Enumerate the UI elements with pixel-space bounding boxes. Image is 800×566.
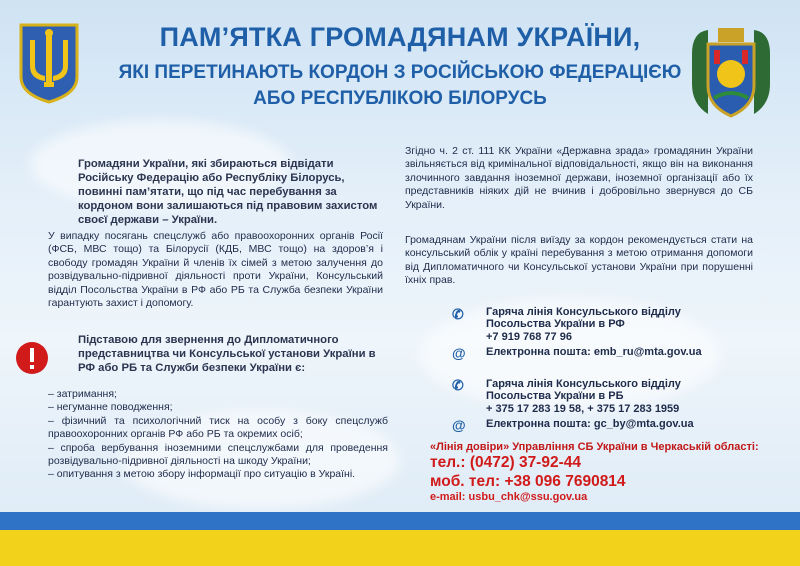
phone-icon: ✆	[452, 377, 464, 393]
hotline-embassy: Посольства України в РФ	[486, 318, 625, 331]
trust-line-block	[430, 441, 770, 503]
exclamation-alert-icon	[14, 340, 50, 376]
hotline-by-block	[486, 378, 681, 415]
phone-icon: ✆	[452, 306, 464, 322]
trust-line-mobile: моб. тел: +38 096 7690814	[430, 473, 626, 490]
page-title: ПАМ’ЯТКА ГРОМАДЯНАМ УКРАЇНИ,	[159, 22, 641, 52]
trust-line-title: «Лінія довіри» Управління СБ України в Черкаській області:	[430, 441, 759, 453]
hotline-title: Гаряча лінія Консульського відділу	[486, 378, 681, 390]
trust-line-email: e-mail: usbu_chk@ssu.gov.ua	[430, 491, 588, 503]
hotline-title: Гаряча лінія Консульського відділу	[486, 306, 681, 318]
trident-emblem-icon	[18, 22, 80, 104]
hotline-phone: +7 919 768 77 96	[486, 330, 572, 343]
list-item: – негуманне поводження;	[48, 401, 173, 414]
intro-paragraph: Громадяни України, які збираються відвідати Російську Федерацію або Республіку Білорусь, повинні пам’ятати, що під час перебування за кордоном вони залишаються під правовим захистом своєї держави – України.	[78, 158, 378, 226]
at-sign-icon: @	[452, 345, 466, 361]
flag-band-blue	[0, 512, 800, 530]
list-item: – затримання;	[48, 388, 117, 400]
trust-line-tel: тел.: (0472) 37-92-44	[430, 454, 581, 471]
page-subtitle-line: ЯКІ ПЕРЕТИНАЮТЬ КОРДОН З РОСІЙСЬКОЮ ФЕДЕРАЦІЄЮ	[118, 62, 682, 83]
list-item: – фізичний та психологічний тиск на особу з боку спецслужб правоохоронних органів РФ або РБ та окремих осіб;	[48, 414, 388, 441]
list-item: – опитування з метою збору інформації про ситуацію в Україні.	[48, 468, 356, 481]
treason-law-paragraph: Згідно ч. 2 ст. 111 КК України «Державна зрада» громадянин України звільняється від кримінальної відповідальності, якщо він на виконання злочинного завдання іноземної держави, іноземної організації або їх представників ніяких дій не вчинив і добровільно звернувся до СБ України.	[405, 145, 753, 211]
email-by: Електронна пошта: gc_by@mta.gov.ua	[486, 418, 694, 430]
grounds-list	[48, 388, 388, 482]
page-subtitle-line: АБО РЕСПУБЛІКОЮ БІЛОРУСЬ	[253, 88, 547, 109]
consular-registration-paragraph: Громадянам України після виїзду за кордон рекомендується стати на консульський облік у країні перебування з метою отримання допомоги від Дипломатичного чи Консульської установи України при порушенні їхніх прав.	[405, 234, 753, 287]
hotline-phone: + 375 17 283 19 58, + 375 17 283 1959	[486, 402, 680, 415]
basis-heading: Підставою для звернення до Дипломатичного представництва чи Консульської установи України в РФ або РБ та Служби безпеки України є:	[78, 334, 376, 374]
email-ru: Електронна пошта: emb_ru@mta.gov.ua	[486, 346, 702, 358]
protection-paragraph: У випадку посягань спецслужб або правоохоронних органів Росії (ФСБ, МВС тощо) та Білорусії (КДБ, МВС тощо) на здоров’я і свободу громадян України й членів їх сімей з метою залучення до розвідувально-підривної діяльності проти України, Консульський відділ Посольства України в РФ або РБ та Служба безпеки України гарантують захист і допомогу.	[48, 230, 383, 310]
regional-coat-of-arms-icon	[688, 24, 774, 124]
hotline-embassy: Посольства України в РБ	[486, 390, 624, 403]
list-item: – спроба вербування іноземними спецслужбами для проведення розвідувально-підривної діяльності на шкоду України;	[48, 441, 388, 468]
at-sign-icon: @	[452, 417, 466, 433]
flag-band-yellow	[0, 530, 800, 566]
hotline-ru-block	[486, 306, 681, 343]
